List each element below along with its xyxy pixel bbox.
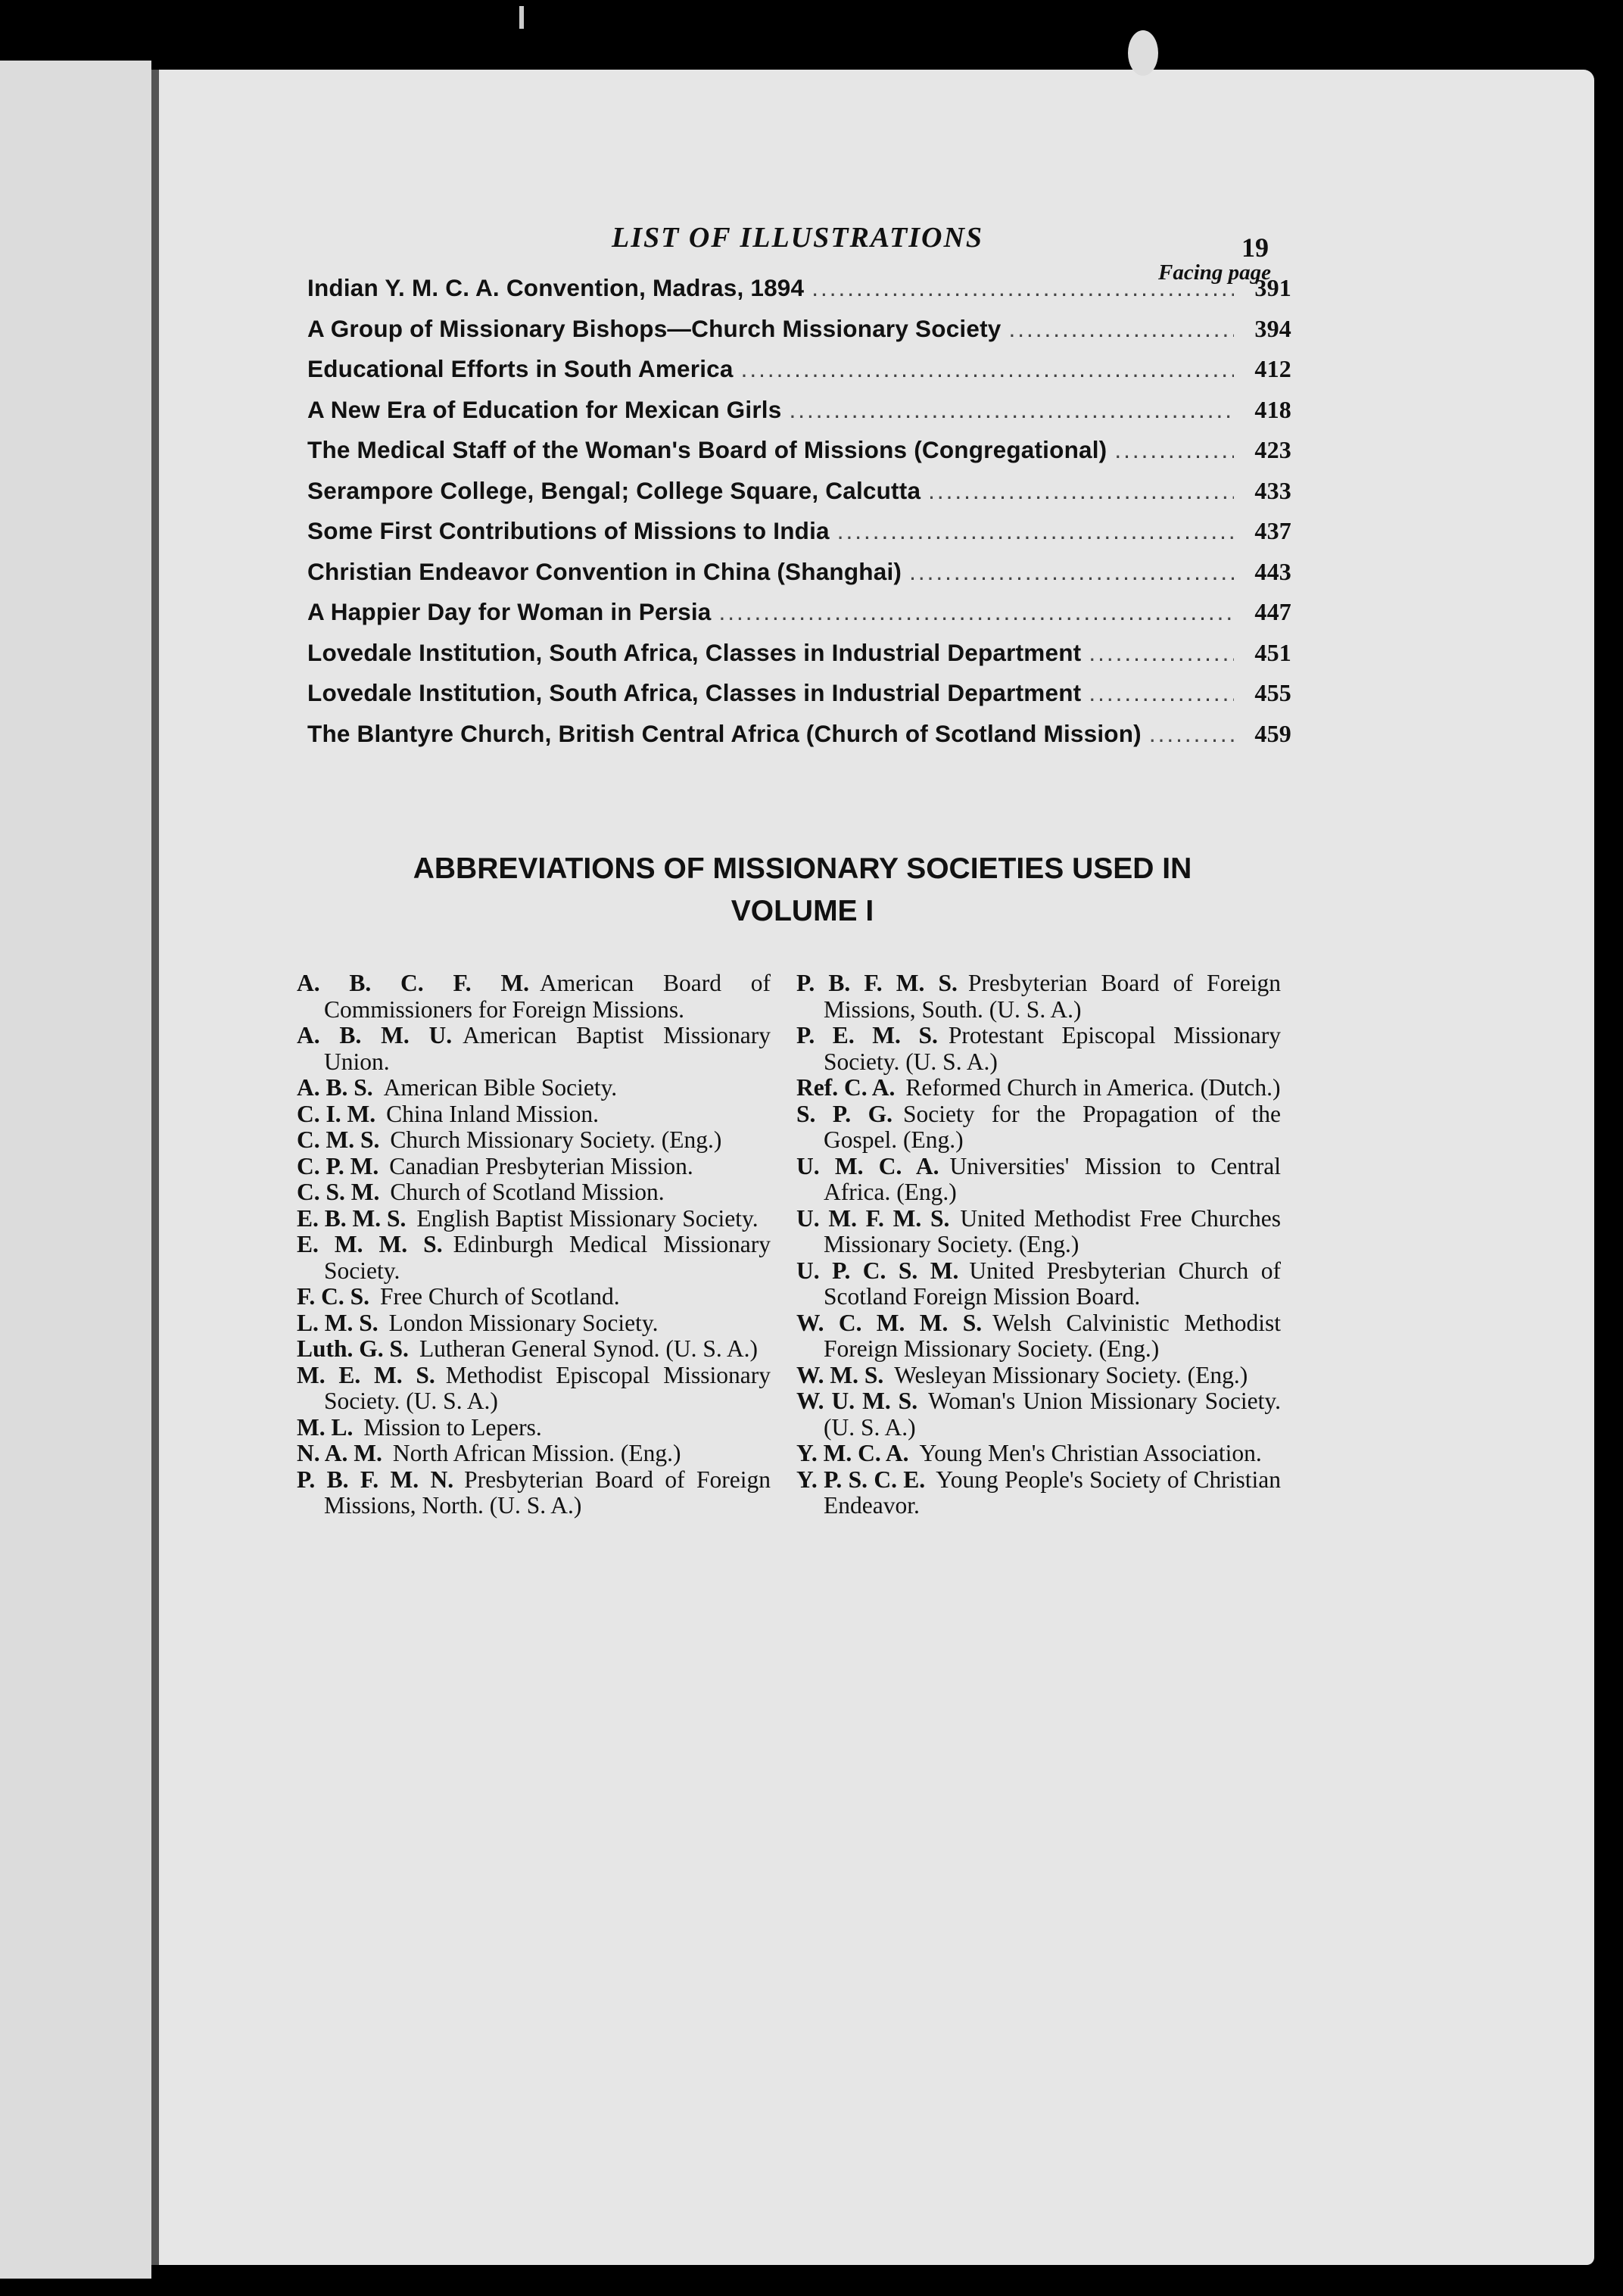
leader-dots [1089, 679, 1234, 707]
abbreviation-meaning: Lutheran General Synod. (U. S. A.) [419, 1335, 758, 1362]
illustration-page: 447 [1254, 598, 1291, 625]
scan-speck [519, 6, 524, 29]
abbreviation-meaning: English Baptist Missionary Society. [416, 1204, 759, 1232]
abbreviation: A. B. M. U. [297, 1022, 453, 1048]
abbreviation-meaning: North African Mission. (Eng.) [392, 1440, 681, 1466]
illustration-page: 418 [1254, 395, 1291, 423]
abbreviation: U. M. F. M. S. [796, 1204, 950, 1232]
abbreviation-meaning: United Methodist Free Churches Missionary Society. (Eng.) [824, 1204, 1281, 1257]
abbreviation: E. B. M. S. [297, 1204, 407, 1232]
illustration-title: A Group of Missionary Bishops—Church Missionary Society [307, 314, 1002, 342]
abbreviation-entry [796, 1154, 1281, 1206]
abbreviation: Ref. C. A. [796, 1074, 896, 1101]
abbreviation-meaning: Canadian Presbyterian Mission. [389, 1152, 693, 1179]
abbreviation-meaning: Methodist Episcopal Missionary Society. (U. S. A.) [324, 1361, 771, 1414]
abbreviations-left-column [297, 970, 771, 1519]
illustration-page: 437 [1254, 517, 1291, 544]
leader-dots [719, 598, 1235, 626]
page-gutter [151, 70, 159, 2265]
abbreviation-meaning: United Presbyterian Church of Scotland Foreign Mission Board. [824, 1257, 1281, 1310]
abbreviation-entry [796, 1310, 1281, 1363]
leader-dots [1149, 720, 1234, 748]
abbreviation-meaning: Reformed Church in America. (Dutch.) [905, 1074, 1281, 1101]
abbreviation-meaning: Free Church of Scotland. [380, 1283, 620, 1310]
illustration-page: 412 [1254, 355, 1291, 382]
abbreviation-entry [297, 1206, 771, 1232]
abbreviation-entry [297, 1127, 771, 1154]
abbreviation-entry [796, 1388, 1281, 1441]
abbreviation-entry [796, 1101, 1281, 1154]
abbreviation-entry [796, 1258, 1281, 1310]
abbreviation: C. P. M. [297, 1152, 379, 1179]
abbreviation: P. B. F. M. S. [796, 970, 958, 996]
abbreviation: C. M. S. [297, 1126, 380, 1153]
abbreviation-entry [796, 970, 1281, 1023]
abbreviation-meaning: Society for the Propagation of the Gospel. (Eng.) [824, 1100, 1281, 1153]
running-header-title: LIST OF ILLUSTRATIONS [612, 222, 984, 254]
illustration-title: Lovedale Institution, South Africa, Classes in Industrial Department [307, 679, 1082, 706]
abbreviations-heading [333, 848, 1272, 933]
illustration-row [307, 274, 1291, 315]
illustration-page: 423 [1254, 436, 1291, 463]
facing-page-label: Facing page [1158, 260, 1272, 285]
abbreviation-entry [297, 1179, 771, 1206]
leader-dots [1089, 639, 1234, 667]
illustration-page: 394 [1254, 314, 1291, 342]
abbreviation-entry [297, 1336, 771, 1363]
illustration-page: 451 [1254, 638, 1291, 666]
abbreviation: W. U. M. S. [796, 1388, 918, 1414]
abbreviation-meaning: Woman's Union Missionary Society. (U. S. A.) [824, 1388, 1281, 1441]
abbreviation: L. M. S. [297, 1309, 378, 1336]
abbreviation: E. M. M. S. [297, 1231, 443, 1257]
abbreviation-meaning: Church Missionary Society. (Eng.) [390, 1126, 722, 1153]
abbreviation: C. I. M. [297, 1100, 376, 1127]
abbreviation: M. E. M. S. [297, 1361, 435, 1388]
abbreviation: W. C. M. M. S. [796, 1309, 983, 1336]
scan-speck [1128, 30, 1158, 76]
illustration-row [307, 396, 1291, 437]
abbreviation-meaning: Mission to Lepers. [363, 1413, 542, 1441]
abbreviation: M. L. [297, 1413, 354, 1441]
abbreviation-entry [796, 1075, 1281, 1101]
illustrations-list [307, 274, 1291, 760]
illustration-title: Indian Y. M. C. A. Convention, Madras, 1894 [307, 274, 805, 301]
illustration-page: 443 [1254, 557, 1291, 585]
abbreviation-entry [297, 1415, 771, 1441]
abbreviation-entry [297, 1101, 771, 1128]
leader-dots [837, 517, 1234, 545]
abbreviation-meaning: Wesleyan Missionary Society. (Eng.) [894, 1361, 1248, 1388]
abbreviation: S. P. G. [796, 1100, 892, 1127]
abbreviation-meaning: Church of Scotland Mission. [390, 1179, 665, 1205]
illustration-page: 391 [1254, 274, 1291, 301]
illustration-row [307, 679, 1291, 720]
facing-page-edge [0, 61, 151, 2279]
illustration-page: 455 [1254, 679, 1291, 706]
abbreviation-entry [796, 1467, 1281, 1519]
abbreviation-meaning: London Missionary Society. [388, 1309, 659, 1336]
abbreviation-meaning: Young Men's Christian Association. [919, 1440, 1262, 1466]
illustration-title: Serampore College, Bengal; College Square, Calcutta [307, 476, 921, 504]
abbreviation-entry [297, 1310, 771, 1337]
abbreviations-heading-line2: VOLUME I [731, 895, 874, 927]
abbreviation: U. P. C. S. M. [796, 1257, 959, 1284]
abbreviation: Y. M. C. A. [796, 1440, 909, 1466]
illustration-title: Christian Endeavor Convention in China (Shanghai) [307, 557, 902, 585]
abbreviation: F. C. S. [297, 1283, 369, 1310]
abbreviation: W. M. S. [796, 1361, 884, 1388]
illustration-row [307, 436, 1291, 477]
illustration-page: 433 [1254, 476, 1291, 504]
abbreviation-entry [297, 970, 771, 1023]
abbreviation: N. A. M. [297, 1440, 382, 1466]
abbreviation: A. B. S. [297, 1074, 373, 1101]
abbreviation: P. B. F. M. N. [297, 1466, 454, 1493]
leader-dots [1009, 315, 1235, 343]
illustration-page: 459 [1254, 719, 1291, 747]
abbreviation: P. E. M. S. [796, 1022, 938, 1048]
illustration-row [307, 315, 1291, 356]
abbreviation-entry [796, 1206, 1281, 1258]
abbreviation-meaning: Protestant Episcopal Missionary Society. (U. S. A.) [824, 1022, 1281, 1075]
abbreviation-entry [297, 1075, 771, 1101]
page-number: 19 [1241, 232, 1269, 263]
abbreviation-entry [297, 1284, 771, 1310]
abbreviation-meaning: China Inland Mission. [386, 1100, 599, 1127]
abbreviation: C. S. M. [297, 1179, 380, 1205]
leader-dots [909, 558, 1234, 586]
illustration-row [307, 517, 1291, 558]
illustration-title: The Medical Staff of the Woman's Board of Missions (Congregational) [307, 436, 1107, 463]
abbreviation: Luth. G. S. [297, 1335, 409, 1362]
abbreviation: U. M. C. A. [796, 1152, 939, 1179]
abbreviation: Y. P. S. C. E. [796, 1466, 926, 1493]
illustration-row [307, 720, 1291, 761]
illustration-title: A New Era of Education for Mexican Girls [307, 395, 782, 423]
abbreviation: A. B. C. F. M. [297, 970, 530, 996]
abbreviation-entry [297, 1363, 771, 1415]
illustration-row [307, 477, 1291, 518]
abbreviation-meaning: Presbyterian Board of Foreign Missions, North. (U. S. A.) [324, 1466, 771, 1519]
abbreviation-meaning: Presbyterian Board of Foreign Missions, South. (U. S. A.) [824, 970, 1281, 1023]
abbreviation-meaning: Edinburgh Medical Missionary Society. [324, 1231, 771, 1284]
abbreviation-entry [796, 1363, 1281, 1389]
abbreviation-meaning: Young People's Society of Christian Endeavor. [824, 1466, 1281, 1519]
abbreviation-entry [297, 1023, 771, 1075]
abbreviations-right-column [796, 970, 1281, 1519]
abbreviation-entry [297, 1154, 771, 1180]
abbreviation-entry [297, 1441, 771, 1467]
illustration-row [307, 558, 1291, 599]
abbreviation-meaning: American Baptist Missionary Union. [324, 1022, 771, 1075]
abbreviation-entry [297, 1232, 771, 1284]
leader-dots [1114, 436, 1234, 464]
illustration-row [307, 598, 1291, 639]
illustration-title: Some First Contributions of Missions to India [307, 517, 830, 544]
abbreviation-meaning: Universities' Mission to Central Africa. (Eng.) [824, 1152, 1281, 1205]
abbreviation-entry [796, 1023, 1281, 1075]
abbreviation-entry [297, 1467, 771, 1519]
leader-dots [928, 477, 1234, 505]
illustration-row [307, 639, 1291, 680]
illustration-row [307, 355, 1291, 396]
illustration-title: Educational Efforts in South America [307, 355, 734, 382]
abbreviation-entry [796, 1441, 1281, 1467]
illustration-title: The Blantyre Church, British Central Africa (Church of Scotland Mission) [307, 719, 1142, 747]
abbreviation-meaning: American Board of Commissioners for Foreign Missions. [324, 970, 771, 1023]
illustration-title: Lovedale Institution, South Africa, Classes in Industrial Department [307, 638, 1082, 666]
abbreviation-meaning: American Bible Society. [383, 1074, 618, 1101]
leader-dots [789, 396, 1234, 424]
leader-dots [812, 274, 1234, 302]
illustration-title: A Happier Day for Woman in Persia [307, 598, 712, 625]
abbreviation-meaning: Welsh Calvinistic Methodist Foreign Missionary Society. (Eng.) [824, 1309, 1281, 1362]
leader-dots [741, 355, 1234, 383]
abbreviations-heading-line1: ABBREVIATIONS OF MISSIONARY SOCIETIES USED IN [413, 852, 1192, 885]
